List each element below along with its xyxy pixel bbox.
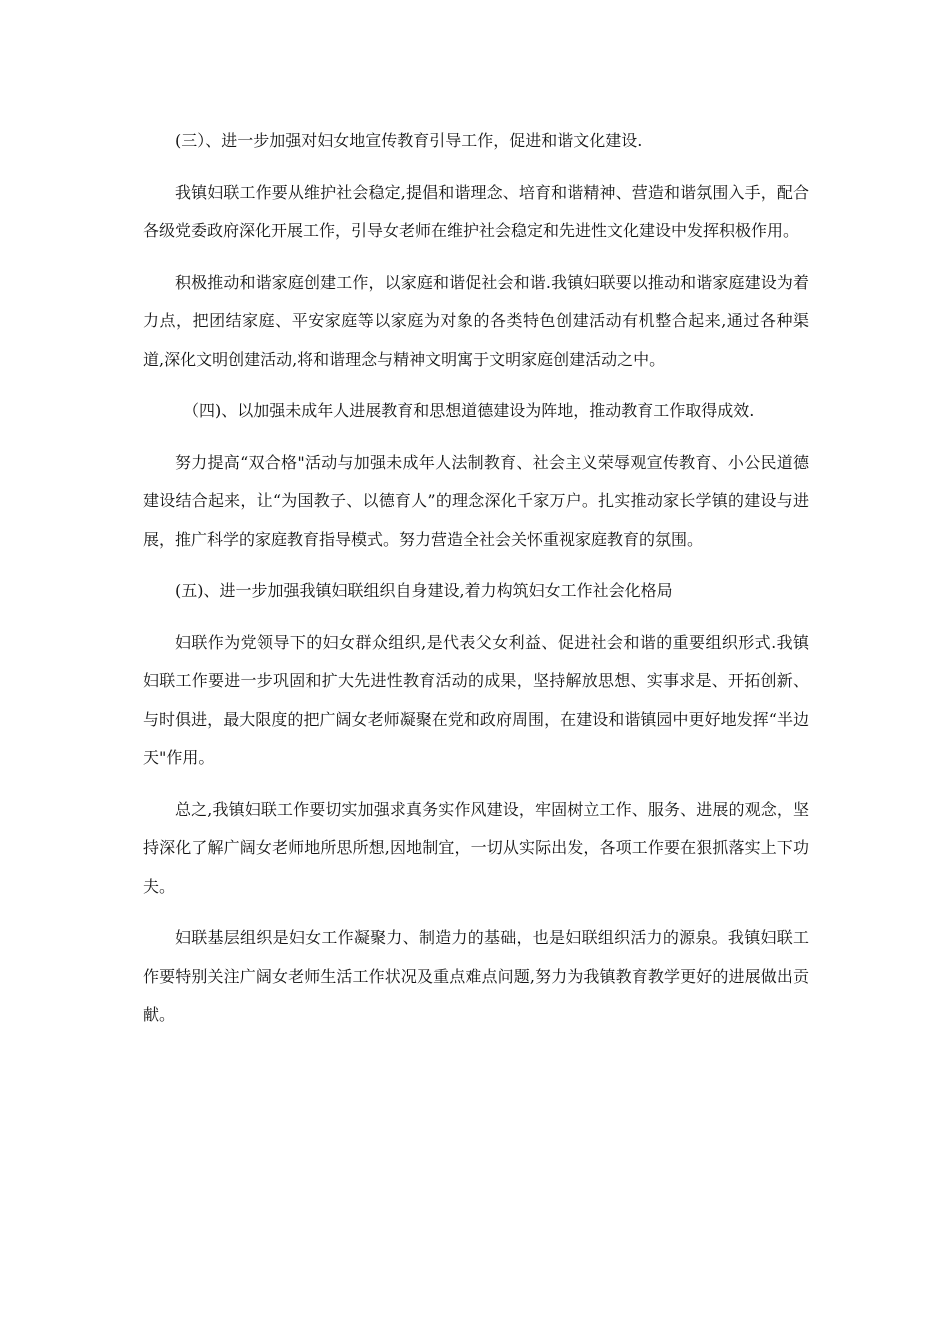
section-heading-4: （四)、以加强未成年人进展教育和思想道德建设为阵地，推动教育工作取得成效. — [183, 401, 755, 420]
body-paragraph: 妇联基层组织是妇女工作凝聚力、制造力的基础，也是妇联组织活力的源泉。我镇妇联工作要特别关注广阔女老师生活工作状况及重点难点问题,努力为我镇教育教学更好的进展做出贡献。 — [143, 928, 809, 1024]
body-paragraph: 妇联作为党领导下的妇女群众组织,是代表父女利益、促进社会和谐的重要组织形式.我镇妇联工作要进一步巩固和扩大先进性教育活动的成果，坚持解放思想、实事求是、开拓创新、与时俱进，最大限度的把广阔女老师凝聚在党和政府周围，在建设和谐镇园中更好地发挥“半边天"作用。 — [143, 632, 809, 767]
body-paragraph: 总之,我镇妇联工作要切实加强求真务实作风建设，牢固树立工作、服务、进展的观念，坚持深化了解广阔女老师地所思所想,因地制宜，一切从实际出发，各项工作要在狠抓落实上下功夫。 — [143, 799, 809, 896]
body-paragraph: 努力提高“双合格"活动与加强未成年人法制教育、社会主义荣辱观宣传教育、小公民道德建设结合起来，让“为国教子、以德育人”的理念深化千家万户。扎实推动家长学镇的建设与进展，推广科学的家庭教育指导模式。努力营造全社会关怀重视家庭教育的氛围。 — [143, 452, 809, 549]
section-heading-3: (三）、进一步加强对妇女地宣传教育引导工作，促进和谐文化建设. — [175, 131, 643, 150]
document-body — [143, 122, 809, 1048]
body-paragraph: 积极推动和谐家庭创建工作，以家庭和谐促社会和谐.我镇妇联要以推动和谐家庭建设为着力点，把团结家庭、平安家庭等以家庭为对象的各类特色创建活动有机整合起来,通过各种渠道,深化文明创建活动,将和谐理念与精神文明寓于文明家庭创建活动之中。 — [143, 272, 809, 369]
section-heading-5: (五)、进一步加强我镇妇联组织自身建设,着力构筑妇女工作社会化格局 — [175, 581, 673, 600]
body-paragraph: 我镇妇联工作要从维护社会稳定,提倡和谐理念、培育和谐精神、营造和谐氛围入手，配合各级党委政府深化开展工作，引导女老师在维护社会稳定和先进性文化建设中发挥积极作用。 — [143, 182, 809, 240]
